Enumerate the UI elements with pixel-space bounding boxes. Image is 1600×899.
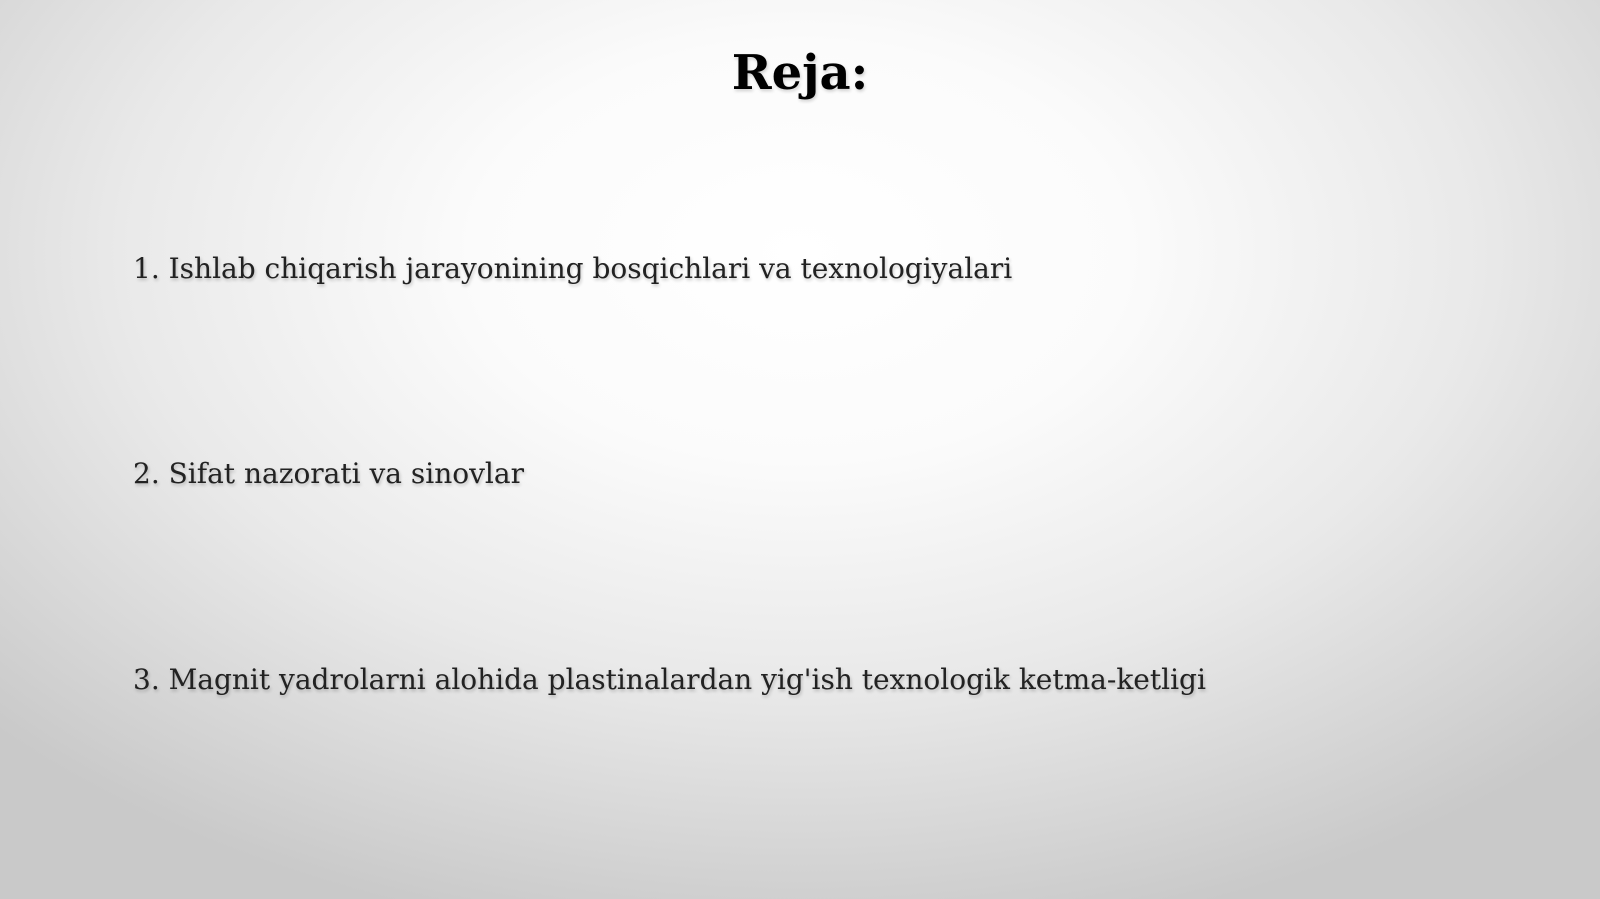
plan-item-1: 1. Ishlab chiqarish jarayonining bosqichlari va texnologiyalari: [133, 252, 1013, 285]
slide-title: Reja:: [731, 45, 869, 101]
plan-item-3: 3. Magnit yadrolarni alohida plastinalardan yig'ish texnologik ketma-ketligi: [133, 663, 1206, 696]
plan-item-2: 2. Sifat nazorati va sinovlar: [133, 457, 524, 490]
